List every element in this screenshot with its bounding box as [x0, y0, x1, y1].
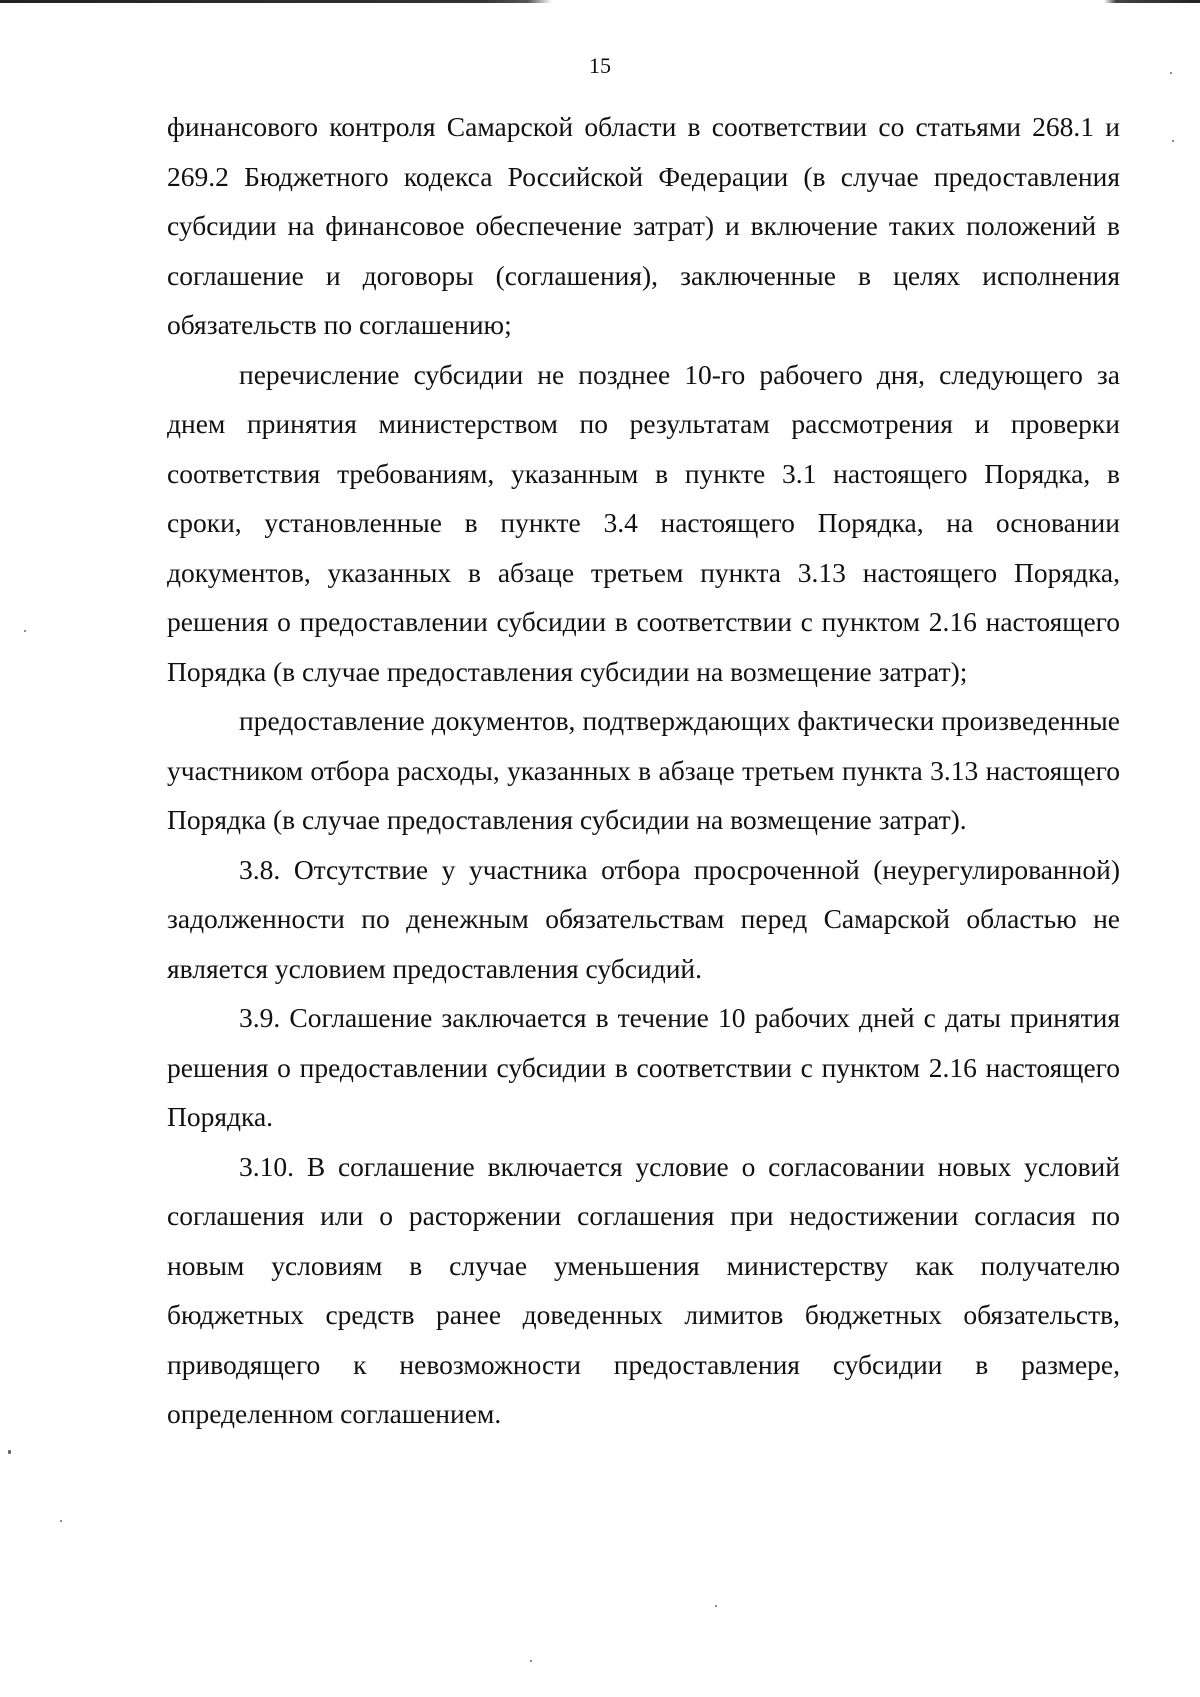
scan-speck	[1170, 72, 1172, 74]
scan-speck	[715, 1605, 717, 1607]
scan-edge	[0, 0, 1200, 3]
paragraph-documents: предоставление документов, подтверждающих фактически произведенные участником отбора расходы, указанных в абзаце третьем пункта 3.13 настоящего Порядка (в случае предоставления субсидии на возмещение затрат).	[167, 705, 1120, 835]
scan-speck	[8, 1450, 11, 1454]
scan-speck	[60, 1520, 62, 1522]
document-body	[167, 102, 1120, 1439]
scan-speck	[530, 1660, 532, 1662]
scan-speck	[1172, 140, 1174, 142]
paragraph-3-9: 3.9. Соглашение заключается в течение 10 рабочих дней с даты принятия решения о предоставлении субсидии в соответствии с пунктом 2.16 настоящего Порядка.	[167, 1002, 1120, 1132]
paragraph-3-10: 3.10. В соглашение включается условие о согласовании новых условий соглашения или о расторжении соглашения при недостижении согласия по новым условиям в случае уменьшения министерству как получателю бюджетных средств ранее доведенных лимитов бюджетных обязательств, приводящего к невозможности предоставления субсидии в размере, определенном соглашением.	[167, 1150, 1120, 1429]
paragraph-subsidy-transfer: перечисление субсидии не позднее 10-го рабочего дня, следующего за днем принятия министерством по результатам рассмотрения и проверки соответствия требованиям, указанным в пункте 3.1 настоящего Порядка, в сроки, установленные в пункте 3.4 настоящего Порядка, на основании документов, указанных в абзаце третьем пункта 3.13 настоящего Порядка, решения о предоставлении субсидии в соответствии с пунктом 2.16 настоящего Порядка (в случае предоставления субсидии на возмещение затрат);	[167, 358, 1120, 687]
paragraph-continuation: финансового контроля Самарской области в соответствии со статьями 268.1 и 269.2 Бюджетного кодекса Российской Федерации (в случае предоставления субсидии на финансовое обеспечение затрат) и включение таких положений в соглашение и договоры (соглашения), заключенные в целях исполнения обязательств по соглашению;	[167, 111, 1120, 340]
paragraph-3-8: 3.8. Отсутствие у участника отбора просроченной (неурегулированной) задолженности по денежным обязательствам перед Самарской областью не является условием предоставления субсидий.	[167, 853, 1120, 984]
scan-speck	[24, 630, 26, 632]
page-number: 15	[589, 53, 611, 78]
